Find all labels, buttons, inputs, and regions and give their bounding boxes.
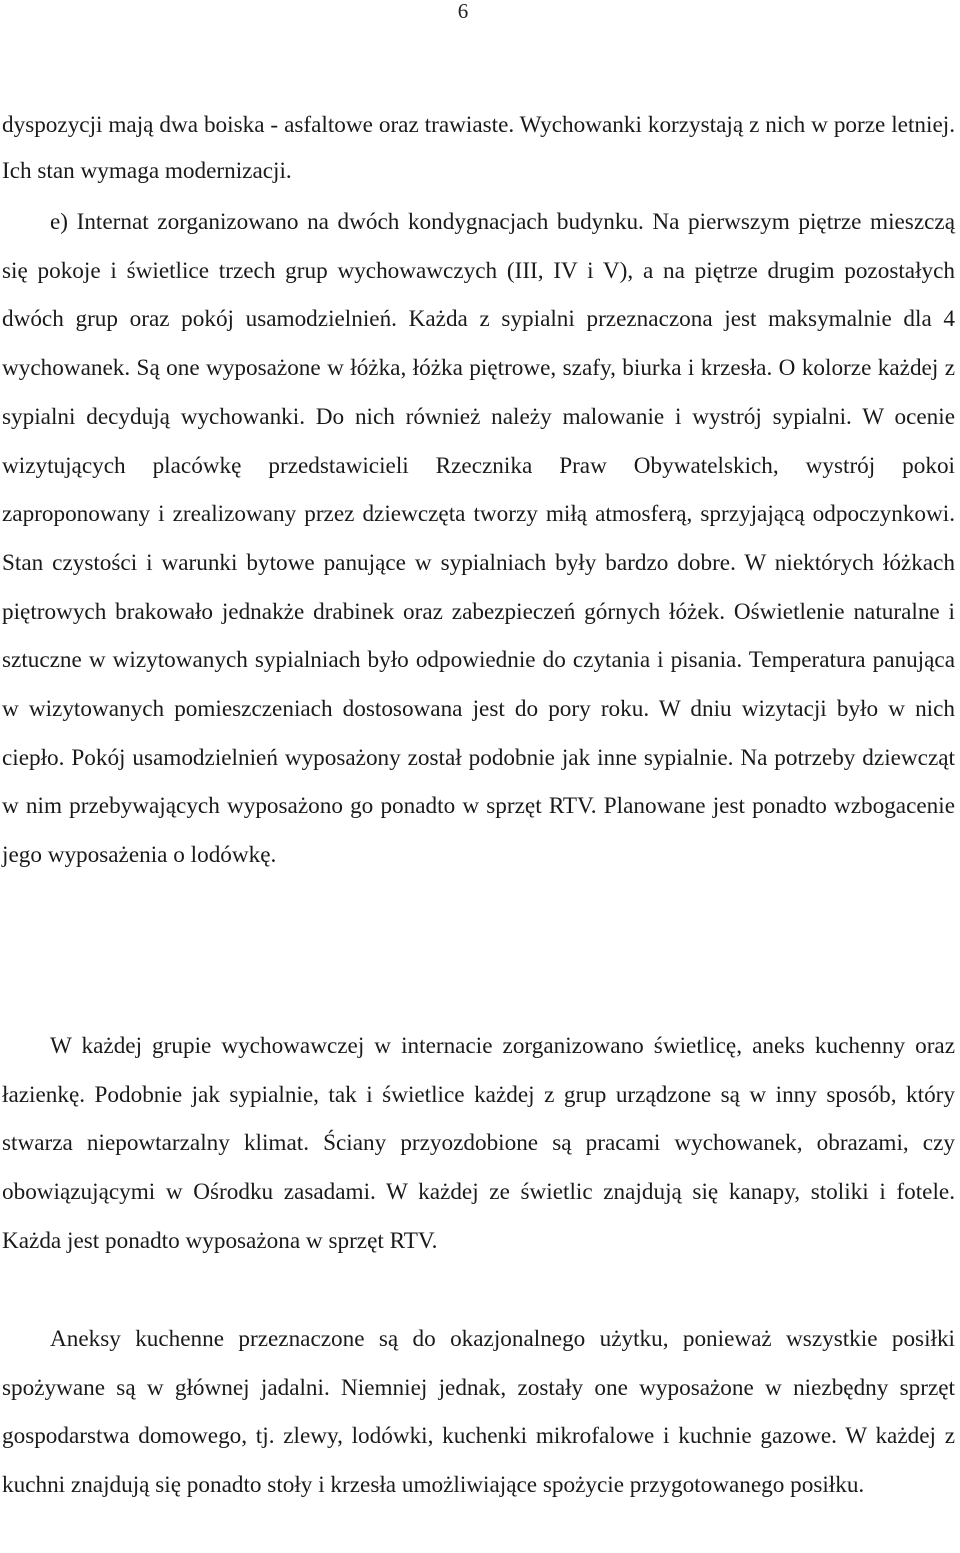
paragraph-text: e) Internat zorganizowano na dwóch kondygnacjach budynku. Na pierwszym piętrze mieszczą się pokoje i świetlice trzech grup wychowawczych (III, IV i V), a na piętrze drugim pozostałych dwóch grup oraz pokój usamodzielnień. Każda z sypialni przeznaczona jest maksymalnie dla 4 wychowanek. Są one wyposażone w łóżka, łóżka piętrowe, szafy, biurka i krzesła. O kolorze każdej z sypialni decydują wychowanki. Do nich również należy malowanie i wystrój sypialni. W ocenie wizytujących placówkę przedstawicieli Rzecznika Praw Obywatelskich, wystrój pokoi zaproponowany i zrealizowany przez dziewczęta tworzy miłą atmosferą, sprzyjającą odpoczynkowi. Stan czystości i warunki bytowe panujące w sypialniach były bardzo dobre. W niektórych łóżkach piętrowych brakowało jednakże drabinek oraz zabezpieczeń górnych łóżek. Oświetlenie naturalne i sztuczne w wizytowanych sypialniach było odpowiednie do czytania i pisania. Temperatura panująca w wizytowanych pomieszczeniach dostosowana jest do pory roku. W dniu wizytacji było w nich ciepło. Pokój usamodzielnień wyposażony został podobnie jak inne sypialnie. Na potrzeby dziewcząt w nim przebywających wyposażono go ponadto w sprzęt RTV. Planowane jest ponadto wzbogacenie jego wyposażenia o lodówkę. bbox=[2, 209, 955, 869]
paragraph-text: dyspozycji mają dwa boiska - asfaltowe oraz trawiaste. Wychowanki korzystają z nich w porze letniej. Ich stan wymaga modernizacji. bbox=[2, 112, 955, 184]
paragraph-text: Aneksy kuchenne przeznaczone są do okazjonalnego użytku, ponieważ wszystkie posiłki spożywane są w głównej jadalni. Niemniej jednak, zostały one wyposażone w niezbędny sprzęt gospodarstwa domowego, tj. zlewy, lodówki, kuchenki mikrofalowe i kuchnie gazowe. W każdej z kuchni znajdują się ponadto stoły i krzesła umożliwiające spożycie przygotowanego posiłku. bbox=[2, 1326, 955, 1499]
paragraph-aneksy bbox=[2, 1315, 955, 1510]
paragraph-continuation bbox=[2, 102, 955, 194]
paragraph-swietlice bbox=[2, 1022, 955, 1266]
paragraph-internat bbox=[2, 198, 955, 880]
paragraph-text: W każdej grupie wychowawczej w internacie zorganizowano świetlicę, aneks kuchenny oraz łazienkę. Podobnie jak sypialnie, tak i świetlice każdej z grup urządzone są w inny sposób, który stwarza niepowtarzalny klimat. Ściany przyozdobione są pracami wychowanek, obrazami, czy obowiązującymi w Ośrodku zasadami. W każdej ze świetlic znajdują się kanapy, stoliki i fotele. Każda jest ponadto wyposażona w sprzęt RTV. bbox=[2, 1033, 955, 1254]
page-number: 6 bbox=[457, 0, 469, 23]
